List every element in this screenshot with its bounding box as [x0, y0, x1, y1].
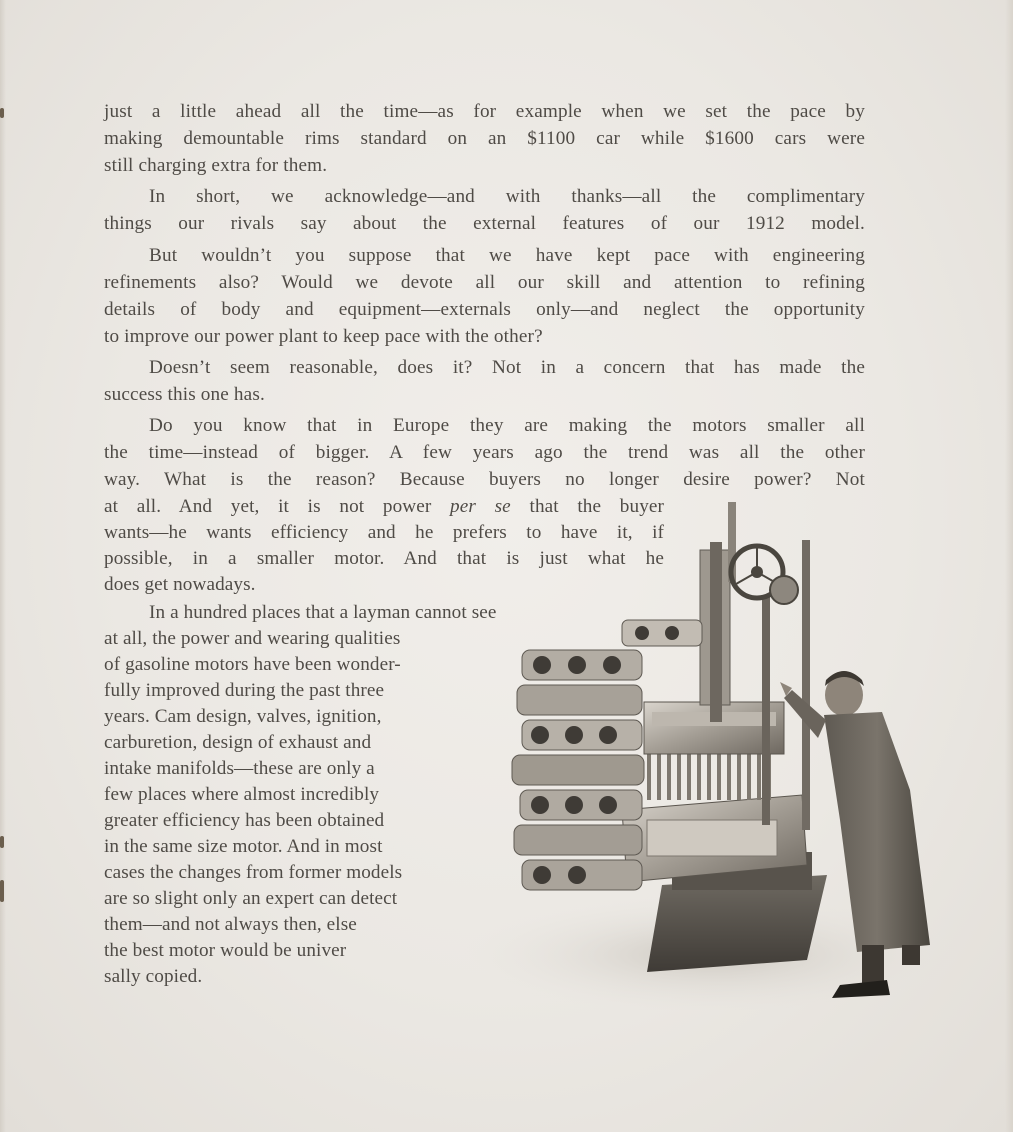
text-line: in the same size motor. And in most	[104, 836, 383, 857]
text-line: greater efficiency has been obtained	[104, 810, 385, 831]
text-line: Doesn’t seem reasonable, does it? Not in a concern that has made the	[149, 357, 865, 378]
text-line	[104, 497, 664, 516]
text-line: But wouldn’t you suppose that we have kept pace with engineering	[149, 245, 865, 266]
text-line: them—and not always then, else	[104, 914, 357, 935]
text-line: are so slight only an expert can detect	[104, 888, 398, 909]
text-line: sally copied.	[104, 966, 203, 987]
text-line: still charging extra for them.	[104, 155, 328, 176]
text-line: refinements also? Would we devote all our skill and attention to refining	[104, 272, 865, 293]
text-line: years. Cam design, valves, ignition,	[104, 706, 382, 727]
text-line: to improve our power plant to keep pace with the other?	[104, 326, 543, 347]
text-line: the time—instead of bigger. A few years ago the trend was all the other	[104, 442, 865, 463]
text-line: of gasoline motors have been wonder-	[104, 654, 401, 675]
text-line: does get nowadays.	[104, 574, 256, 595]
page-edge-mark	[0, 880, 4, 902]
text-line: just a little ahead all the time—as for example when we set the pace by	[104, 101, 865, 122]
text-line: In short, we acknowledge—and with thanks—all the complimentary	[149, 186, 865, 207]
text-line: making demountable rims standard on an $1100 car while $1600 cars were	[104, 128, 865, 149]
text-line: few places where almost incredibly	[104, 784, 380, 805]
text-line: wants—he wants efficiency and he prefers to have it, if	[104, 522, 664, 543]
text-line: fully improved during the past three	[104, 680, 385, 701]
text-line: In a hundred places that a layman cannot see	[149, 602, 497, 623]
text-fragment: that the buyer	[510, 496, 664, 517]
text-line: possible, in a smaller motor. And that is just what he	[104, 548, 664, 569]
italic-phrase: per se	[450, 496, 511, 517]
text-line: intake manifolds—these are only a	[104, 758, 375, 779]
page-edge-mark	[0, 108, 4, 118]
text-line: carburetion, design of exhaust and	[104, 732, 372, 753]
text-line: way. What is the reason? Because buyers no longer desire power? Not	[104, 469, 865, 490]
page-edge-mark	[0, 836, 4, 848]
text-line: Do you know that in Europe they are making the motors smaller all	[149, 415, 865, 436]
drill-spindles	[647, 752, 771, 800]
text-line: details of body and equipment—externals only—and neglect the opportunity	[104, 299, 865, 320]
text-fragment: at all. And yet, it is not power	[104, 496, 451, 517]
text-line: things our rivals say about the external features of our 1912 model.	[104, 213, 865, 234]
text-line: cases the changes from former models	[104, 862, 403, 883]
text-line: at all, the power and wearing qualities	[104, 628, 401, 649]
text-line: success this one has.	[104, 384, 265, 405]
text-line: the best motor would be univer	[104, 940, 347, 961]
